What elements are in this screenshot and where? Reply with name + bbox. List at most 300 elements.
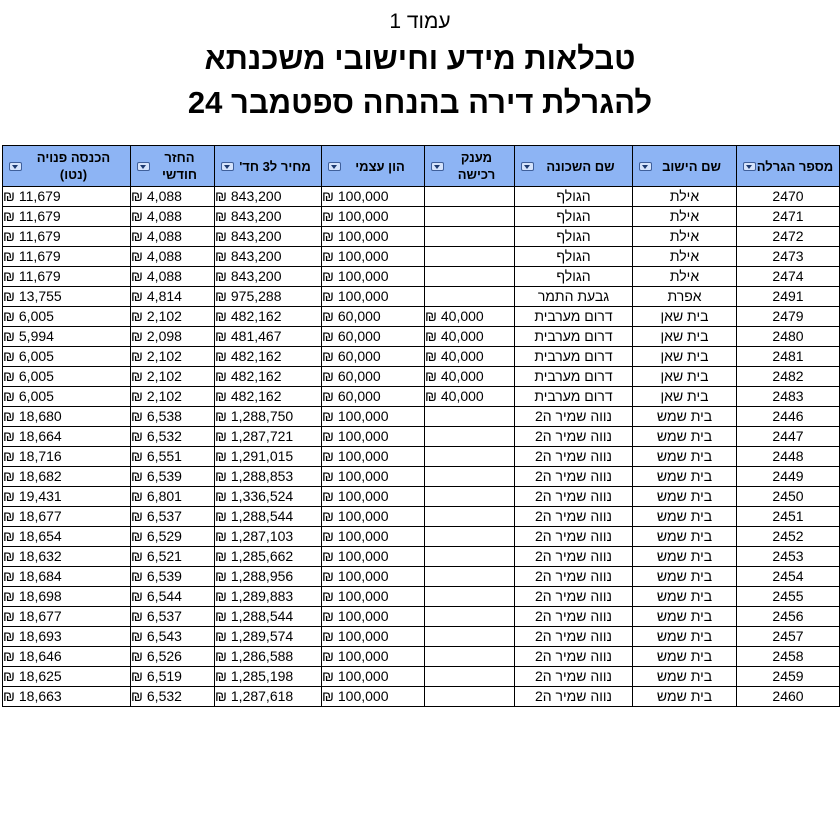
cell-value: 100,000 — [337, 588, 389, 604]
cell-value: 6,532 — [146, 688, 182, 704]
cell-payment — [131, 527, 215, 547]
cell-value: 100,000 — [337, 628, 389, 644]
shekel-sign: ₪ — [215, 668, 227, 684]
shekel-sign: ₪ — [3, 468, 15, 484]
cell-value: 11,679 — [18, 188, 61, 204]
cell-value: 18,663 — [18, 688, 62, 704]
cell-equity — [322, 307, 425, 327]
cell-income — [3, 487, 131, 507]
cell-value: 100,000 — [337, 608, 389, 624]
cell-value: 40,000 — [440, 328, 484, 344]
cell-income — [3, 447, 131, 467]
cell-value: 4,088 — [146, 248, 182, 264]
cell-value: 1,288,544 — [230, 508, 294, 524]
cell-payment — [131, 487, 215, 507]
cell-city: בית שמש — [633, 627, 737, 647]
cell-price — [215, 607, 322, 627]
cell-city: בית שמש — [633, 687, 737, 707]
cell-grant — [425, 347, 515, 367]
cell-equity — [322, 187, 425, 207]
shekel-sign: ₪ — [425, 308, 437, 324]
cell-city: אילת — [633, 227, 737, 247]
cell-price — [215, 327, 322, 347]
table-row — [3, 227, 840, 247]
cell-payment — [131, 467, 215, 487]
column-header-payment[interactable] — [131, 146, 215, 187]
cell-value: 6,005 — [18, 308, 54, 324]
shekel-sign: ₪ — [215, 568, 227, 584]
cell-equity — [322, 527, 425, 547]
cell-neighborhood: נווה שמיר ה2 — [515, 647, 633, 667]
cell-neighborhood: הגולף — [515, 187, 633, 207]
shekel-sign: ₪ — [322, 348, 334, 364]
cell-equity — [322, 627, 425, 647]
filter-dropdown-icon[interactable] — [221, 162, 234, 171]
shekel-sign: ₪ — [215, 628, 227, 644]
shekel-sign: ₪ — [322, 408, 334, 424]
cell-neighborhood: דרום מערבית — [515, 307, 633, 327]
cell-city: אפרת — [633, 287, 737, 307]
cell-equity — [322, 447, 425, 467]
cell-value: 100,000 — [337, 188, 389, 204]
filter-dropdown-icon[interactable] — [743, 162, 756, 171]
shekel-sign: ₪ — [215, 328, 227, 344]
cell-value: 100,000 — [337, 528, 389, 544]
cell-payment — [131, 667, 215, 687]
cell-neighborhood: דרום מערבית — [515, 347, 633, 367]
cell-value: 6,005 — [18, 348, 54, 364]
cell-lottery: 2451 — [737, 507, 840, 527]
cell-value: 100,000 — [337, 208, 389, 224]
cell-neighborhood: הגולף — [515, 247, 633, 267]
shekel-sign: ₪ — [131, 328, 143, 344]
cell-city: בית שמש — [633, 447, 737, 467]
cell-payment — [131, 187, 215, 207]
cell-lottery: 2452 — [737, 527, 840, 547]
cell-value: 4,814 — [146, 288, 182, 304]
cell-equity — [322, 607, 425, 627]
cell-equity — [322, 207, 425, 227]
cell-city: בית שמש — [633, 567, 737, 587]
cell-income — [3, 687, 131, 707]
cell-price — [215, 367, 322, 387]
cell-grant — [425, 487, 515, 507]
cell-value: 6,005 — [18, 368, 54, 384]
shekel-sign: ₪ — [322, 468, 334, 484]
cell-payment — [131, 387, 215, 407]
table-row — [3, 647, 840, 667]
shekel-sign: ₪ — [215, 368, 227, 384]
cell-equity — [322, 287, 425, 307]
cell-income — [3, 587, 131, 607]
cell-value: 18,716 — [18, 448, 62, 464]
table-row — [3, 187, 840, 207]
shekel-sign: ₪ — [3, 588, 15, 604]
table-row — [3, 267, 840, 287]
cell-city: בית שאן — [633, 367, 737, 387]
cell-value: 18,680 — [18, 408, 62, 424]
shekel-sign: ₪ — [322, 608, 334, 624]
shekel-sign: ₪ — [3, 208, 15, 224]
cell-value: 100,000 — [337, 568, 389, 584]
cell-equity — [322, 387, 425, 407]
column-header-lottery[interactable] — [737, 146, 840, 187]
shekel-sign: ₪ — [215, 448, 227, 464]
shekel-sign: ₪ — [131, 628, 143, 644]
cell-price — [215, 307, 322, 327]
cell-payment — [131, 227, 215, 247]
cell-value: 843,200 — [230, 228, 282, 244]
table-row — [3, 687, 840, 707]
cell-grant — [425, 507, 515, 527]
cell-value: 19,431 — [18, 488, 62, 504]
cell-value: 2,102 — [146, 348, 182, 364]
cell-equity — [322, 247, 425, 267]
cell-value: 1,286,588 — [230, 648, 294, 664]
filter-dropdown-icon[interactable] — [137, 162, 150, 171]
cell-value: 6,537 — [146, 508, 182, 524]
cell-value: 6,005 — [18, 388, 54, 404]
cell-neighborhood: נווה שמיר ה2 — [515, 427, 633, 447]
cell-value: 1,288,750 — [230, 408, 294, 424]
column-header-city[interactable] — [633, 146, 737, 187]
shekel-sign: ₪ — [131, 248, 143, 264]
shekel-sign: ₪ — [425, 368, 437, 384]
table-row — [3, 367, 840, 387]
cell-price — [215, 487, 322, 507]
cell-equity — [322, 467, 425, 487]
cell-value: 18,682 — [18, 468, 62, 484]
shekel-sign: ₪ — [131, 268, 143, 284]
shekel-sign: ₪ — [215, 508, 227, 524]
column-header-label: החזר חודשי — [162, 150, 197, 182]
shekel-sign: ₪ — [322, 228, 334, 244]
table-row — [3, 507, 840, 527]
cell-grant — [425, 207, 515, 227]
shekel-sign: ₪ — [3, 548, 15, 564]
table-row — [3, 587, 840, 607]
shekel-sign: ₪ — [131, 188, 143, 204]
cell-income — [3, 207, 131, 227]
filter-dropdown-icon[interactable] — [431, 162, 444, 171]
cell-value: 975,288 — [230, 288, 282, 304]
cell-value: 100,000 — [337, 288, 389, 304]
cell-price — [215, 527, 322, 547]
cell-lottery: 2454 — [737, 567, 840, 587]
shekel-sign: ₪ — [3, 668, 15, 684]
cell-grant — [425, 527, 515, 547]
cell-value: 100,000 — [337, 248, 389, 264]
cell-income — [3, 267, 131, 287]
cell-lottery: 2450 — [737, 487, 840, 507]
table-row — [3, 387, 840, 407]
shekel-sign: ₪ — [322, 328, 334, 344]
cell-value: 18,664 — [18, 428, 62, 444]
cell-payment — [131, 587, 215, 607]
shekel-sign: ₪ — [131, 308, 143, 324]
filter-dropdown-icon[interactable] — [9, 162, 22, 171]
table-row — [3, 567, 840, 587]
shekel-sign: ₪ — [3, 568, 15, 584]
cell-lottery: 2472 — [737, 227, 840, 247]
cell-payment — [131, 267, 215, 287]
cell-lottery: 2457 — [737, 627, 840, 647]
column-header-label: מחיר ל3 חד' — [239, 158, 311, 174]
cell-neighborhood: נווה שמיר ה2 — [515, 547, 633, 567]
filter-dropdown-icon[interactable] — [639, 162, 652, 171]
cell-value: 100,000 — [337, 668, 389, 684]
shekel-sign: ₪ — [215, 248, 227, 264]
cell-neighborhood: נווה שמיר ה2 — [515, 587, 633, 607]
shekel-sign: ₪ — [3, 268, 15, 284]
shekel-sign: ₪ — [131, 408, 143, 424]
cell-city: בית שמש — [633, 647, 737, 667]
shekel-sign: ₪ — [425, 328, 437, 344]
cell-equity — [322, 267, 425, 287]
cell-equity — [322, 427, 425, 447]
cell-price — [215, 187, 322, 207]
cell-value: 18,625 — [18, 668, 62, 684]
cell-value: 18,646 — [18, 648, 62, 664]
table-row — [3, 427, 840, 447]
column-header-grant[interactable] — [425, 146, 515, 187]
cell-grant — [425, 327, 515, 347]
cell-price — [215, 627, 322, 647]
cell-price — [215, 447, 322, 467]
cell-value: 6,538 — [146, 408, 182, 424]
cell-value: 6,532 — [146, 428, 182, 444]
cell-value: 482,162 — [230, 308, 282, 324]
cell-value: 1,285,662 — [230, 548, 294, 564]
filter-dropdown-icon[interactable] — [328, 162, 341, 171]
cell-lottery: 2471 — [737, 207, 840, 227]
table-row — [3, 547, 840, 567]
table-row — [3, 307, 840, 327]
cell-value: 18,677 — [18, 508, 62, 524]
cell-income — [3, 527, 131, 547]
cell-lottery: 2481 — [737, 347, 840, 367]
cell-value: 6,543 — [146, 628, 182, 644]
page-title: טבלאות מידע וחישובי משכנתא — [204, 41, 636, 76]
cell-neighborhood: נווה שמיר ה2 — [515, 667, 633, 687]
filter-dropdown-icon[interactable] — [521, 162, 534, 171]
cell-city: בית שמש — [633, 667, 737, 687]
cell-equity — [322, 227, 425, 247]
cell-value: 1,288,544 — [230, 608, 294, 624]
table-row — [3, 287, 840, 307]
table-row — [3, 207, 840, 227]
cell-value: 18,632 — [18, 548, 62, 564]
cell-payment — [131, 307, 215, 327]
cell-value: 60,000 — [337, 388, 381, 404]
shekel-sign: ₪ — [3, 528, 15, 544]
cell-payment — [131, 687, 215, 707]
cell-value: 2,098 — [146, 328, 182, 344]
cell-equity — [322, 587, 425, 607]
cell-income — [3, 667, 131, 687]
column-header-price[interactable] — [215, 146, 322, 187]
cell-value: 6,537 — [146, 608, 182, 624]
shekel-sign: ₪ — [322, 668, 334, 684]
cell-grant — [425, 287, 515, 307]
cell-value: 1,289,883 — [230, 588, 294, 604]
table-row — [3, 607, 840, 627]
shekel-sign: ₪ — [3, 488, 15, 504]
shekel-sign: ₪ — [131, 228, 143, 244]
cell-value: 18,693 — [18, 628, 62, 644]
cell-payment — [131, 627, 215, 647]
shekel-sign: ₪ — [3, 348, 15, 364]
column-header-label: מספר הגרלה — [756, 158, 834, 174]
table-row — [3, 247, 840, 267]
shekel-sign: ₪ — [131, 348, 143, 364]
cell-income — [3, 627, 131, 647]
shekel-sign: ₪ — [322, 268, 334, 284]
cell-value: 100,000 — [337, 508, 389, 524]
cell-payment — [131, 367, 215, 387]
cell-grant — [425, 667, 515, 687]
cell-price — [215, 547, 322, 567]
cell-neighborhood: נווה שמיר ה2 — [515, 627, 633, 647]
cell-city: בית שמש — [633, 427, 737, 447]
cell-lottery: 2446 — [737, 407, 840, 427]
cell-payment — [131, 207, 215, 227]
cell-grant — [425, 427, 515, 447]
cell-payment — [131, 427, 215, 447]
cell-value: 100,000 — [337, 408, 389, 424]
cell-neighborhood: דרום מערבית — [515, 327, 633, 347]
cell-value: 2,102 — [146, 308, 182, 324]
shekel-sign: ₪ — [215, 528, 227, 544]
column-header-equity[interactable] — [322, 146, 425, 187]
cell-payment — [131, 607, 215, 627]
shekel-sign: ₪ — [322, 428, 334, 444]
mortgage-table — [2, 145, 840, 707]
table-row — [3, 447, 840, 467]
page-number: עמוד 1 — [389, 10, 451, 33]
cell-value: 13,755 — [18, 288, 62, 304]
cell-neighborhood: נווה שמיר ה2 — [515, 607, 633, 627]
cell-price — [215, 687, 322, 707]
shekel-sign: ₪ — [3, 228, 15, 244]
cell-equity — [322, 367, 425, 387]
cell-value: 100,000 — [337, 428, 389, 444]
cell-income — [3, 647, 131, 667]
cell-lottery: 2491 — [737, 287, 840, 307]
shekel-sign: ₪ — [131, 428, 143, 444]
shekel-sign: ₪ — [322, 448, 334, 464]
cell-price — [215, 567, 322, 587]
table-row — [3, 667, 840, 687]
shekel-sign: ₪ — [215, 348, 227, 364]
cell-value: 1,285,198 — [230, 668, 294, 684]
shekel-sign: ₪ — [215, 408, 227, 424]
column-header-label: הון עצמי — [355, 158, 405, 174]
cell-income — [3, 407, 131, 427]
shekel-sign: ₪ — [3, 368, 15, 384]
cell-value: 843,200 — [230, 248, 282, 264]
shekel-sign: ₪ — [131, 488, 143, 504]
shekel-sign: ₪ — [131, 368, 143, 384]
shekel-sign: ₪ — [3, 628, 15, 644]
cell-value: 1,288,853 — [230, 468, 294, 484]
cell-neighborhood: נווה שמיר ה2 — [515, 447, 633, 467]
cell-income — [3, 227, 131, 247]
cell-lottery: 2459 — [737, 667, 840, 687]
cell-price — [215, 667, 322, 687]
cell-payment — [131, 287, 215, 307]
cell-city: בית שמש — [633, 407, 737, 427]
shekel-sign: ₪ — [215, 648, 227, 664]
shekel-sign: ₪ — [215, 608, 227, 624]
shekel-sign: ₪ — [215, 488, 227, 504]
cell-price — [215, 587, 322, 607]
column-header-label: שם הישוב — [662, 158, 721, 174]
shekel-sign: ₪ — [215, 388, 227, 404]
shekel-sign: ₪ — [322, 648, 334, 664]
cell-neighborhood: נווה שמיר ה2 — [515, 467, 633, 487]
cell-grant — [425, 247, 515, 267]
cell-value: 100,000 — [337, 648, 389, 664]
shekel-sign: ₪ — [322, 368, 334, 384]
cell-value: 18,677 — [18, 608, 62, 624]
shekel-sign: ₪ — [215, 428, 227, 444]
cell-income — [3, 567, 131, 587]
cell-value: 1,287,103 — [230, 528, 294, 544]
cell-equity — [322, 567, 425, 587]
cell-lottery: 2460 — [737, 687, 840, 707]
column-header-neighborhood[interactable] — [515, 146, 633, 187]
cell-value: 6,529 — [146, 528, 182, 544]
cell-lottery: 2473 — [737, 247, 840, 267]
cell-grant — [425, 267, 515, 287]
cell-lottery: 2458 — [737, 647, 840, 667]
shekel-sign: ₪ — [215, 188, 227, 204]
shekel-sign: ₪ — [322, 688, 334, 704]
cell-lottery: 2448 — [737, 447, 840, 467]
cell-grant — [425, 687, 515, 707]
cell-value: 11,679 — [18, 208, 61, 224]
cell-price — [215, 387, 322, 407]
shekel-sign: ₪ — [215, 308, 227, 324]
cell-value: 1,288,956 — [230, 568, 294, 584]
shekel-sign: ₪ — [322, 568, 334, 584]
cell-value: 100,000 — [337, 548, 389, 564]
cell-value: 100,000 — [337, 448, 389, 464]
cell-value: 4,088 — [146, 228, 182, 244]
cell-neighborhood: הגולף — [515, 227, 633, 247]
shekel-sign: ₪ — [131, 648, 143, 664]
cell-value: 843,200 — [230, 208, 282, 224]
cell-value: 2,102 — [146, 388, 182, 404]
cell-lottery: 2474 — [737, 267, 840, 287]
shekel-sign: ₪ — [215, 268, 227, 284]
cell-value: 60,000 — [337, 348, 381, 364]
table-row — [3, 467, 840, 487]
column-header-income[interactable] — [3, 146, 131, 187]
cell-value: 100,000 — [337, 468, 389, 484]
cell-lottery: 2453 — [737, 547, 840, 567]
cell-equity — [322, 547, 425, 567]
table-row — [3, 527, 840, 547]
cell-city: אילת — [633, 207, 737, 227]
cell-city: בית שמש — [633, 607, 737, 627]
cell-price — [215, 287, 322, 307]
cell-equity — [322, 327, 425, 347]
shekel-sign: ₪ — [322, 508, 334, 524]
cell-value: 481,467 — [230, 328, 282, 344]
cell-value: 100,000 — [337, 688, 389, 704]
